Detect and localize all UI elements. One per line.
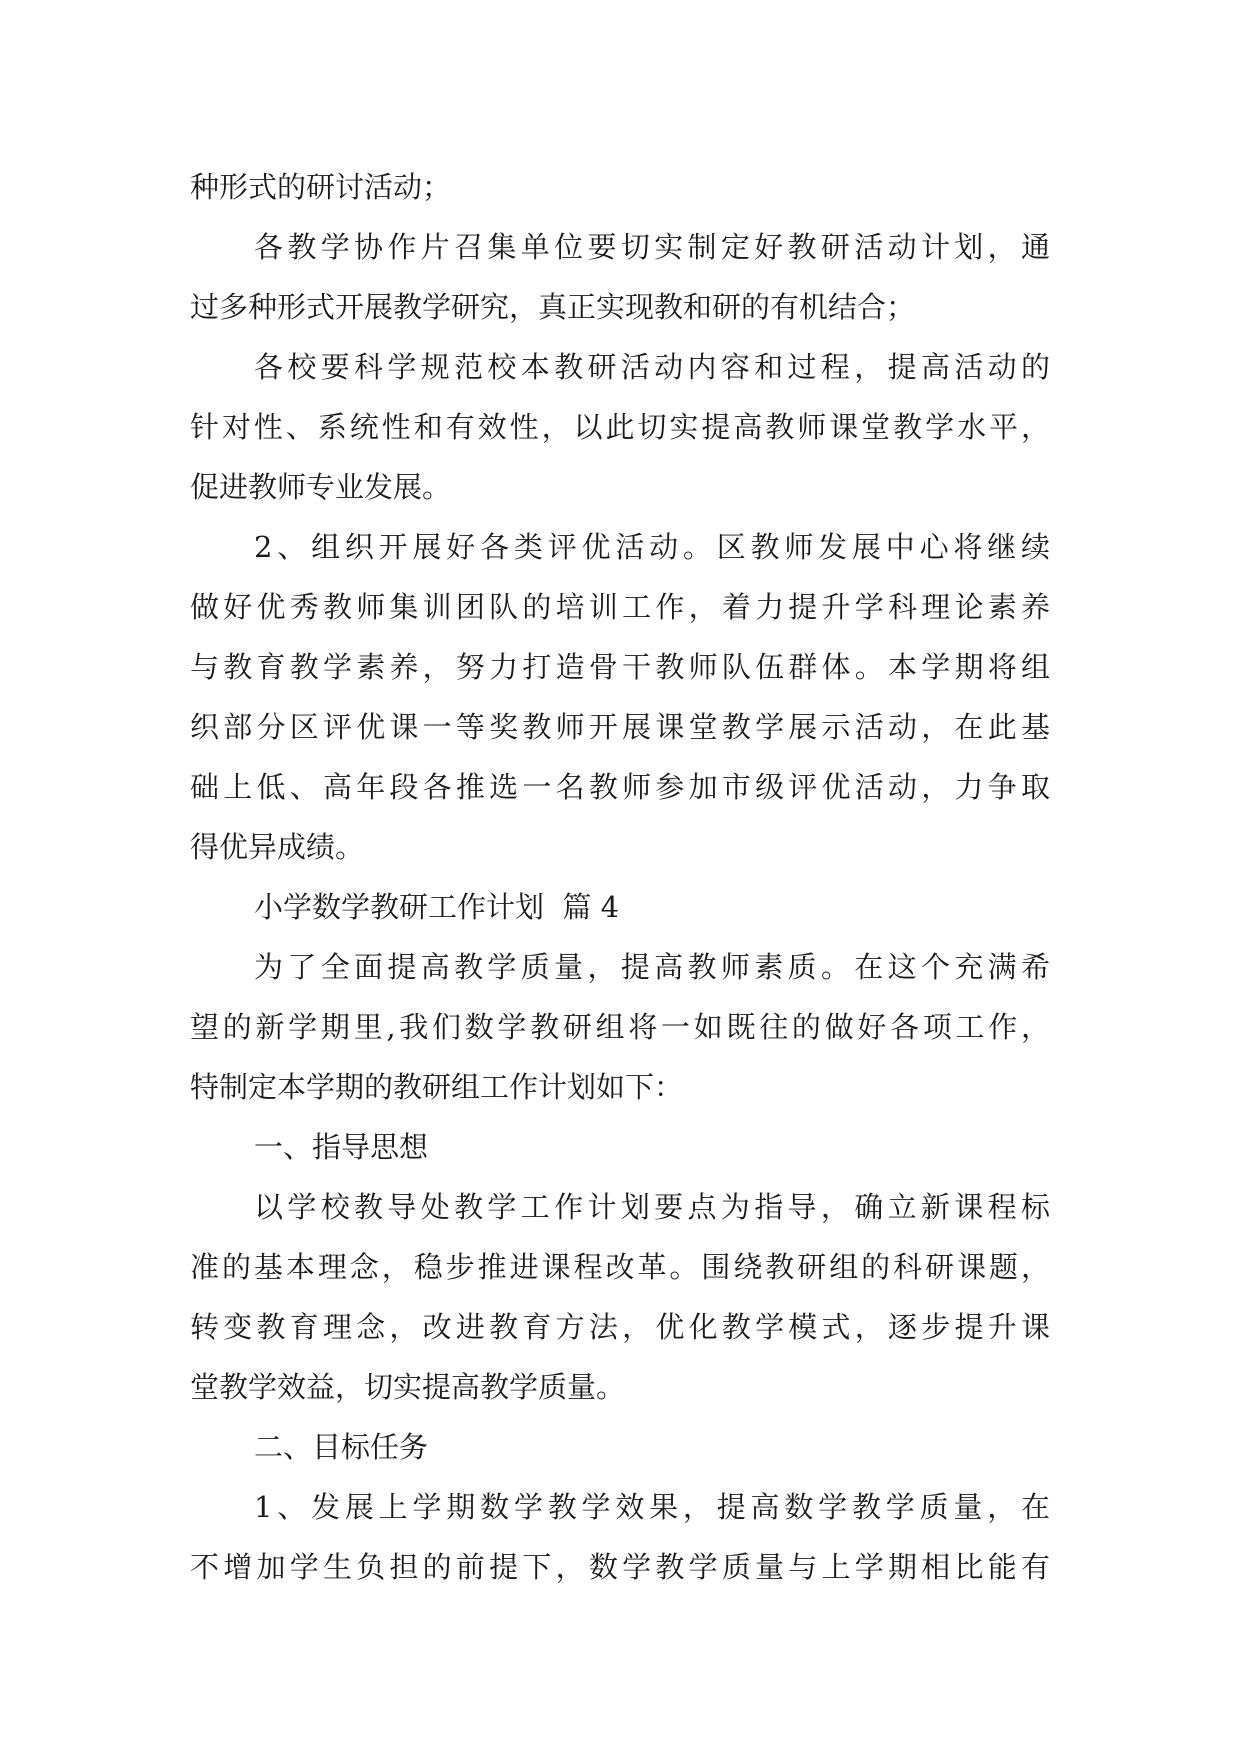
text-line: 各教学协作片召集单位要切实制定好教研活动计划，通	[254, 230, 1050, 264]
text-line: 做好优秀教师集训团队的培训工作，着力提升学科理论素养	[190, 590, 1050, 624]
text-line: 2、组织开展好各类评优活动。区教师发展中心将继续	[254, 530, 1050, 564]
text-line: 得优异成绩。	[190, 830, 365, 864]
text-line: 与教育教学素养，努力打造骨干教师队伍群体。本学期将组	[190, 650, 1050, 684]
text-line: 堂教学效益，切实提高教学质量。	[190, 1370, 626, 1404]
text-line: 不增加学生负担的前提下，数学教学质量与上学期相比能有	[190, 1550, 1050, 1584]
text-line: 促进教师专业发展。	[190, 470, 452, 504]
document-body	[190, 157, 1050, 1597]
text-line: 为了全面提高教学质量，提高教师素质。在这个充满希	[254, 950, 1050, 984]
text-line: 望的新学期里,我们数学教研组将一如既往的做好各项工作，	[190, 1010, 1050, 1044]
text-line: 特制定本学期的教研组工作计划如下：	[190, 1070, 684, 1104]
text-line: 针对性、系统性和有效性，以此切实提高教师课堂教学水平，	[190, 410, 1050, 444]
text-line: 过多种形式开展教学研究，真正实现教和研的有机结合；	[190, 290, 916, 324]
text-line: 1、发展上学期数学教学效果，提高数学教学质量，在	[254, 1490, 1050, 1524]
text-line: 种形式的研讨活动；	[190, 170, 452, 204]
section-heading: 二、目标任务	[254, 1430, 429, 1464]
text-line: 转变教育理念，改进教育方法，优化教学模式，逐步提升课	[190, 1310, 1050, 1344]
text-line: 准的基本理念，稳步推进课程改革。围绕教研组的科研课题，	[190, 1250, 1050, 1284]
section-title: 小学数学教研工作计划 篇 4	[254, 890, 620, 924]
text-line: 织部分区评优课一等奖教师开展课堂教学展示活动，在此基	[190, 710, 1050, 744]
text-line: 础上低、高年段各推选一名教师参加市级评优活动，力争取	[190, 770, 1050, 804]
section-heading: 一、指导思想	[254, 1130, 429, 1164]
text-line: 各校要科学规范校本教研活动内容和过程，提高活动的	[254, 350, 1050, 384]
text-line: 以学校教导处教学工作计划要点为指导，确立新课程标	[254, 1190, 1050, 1224]
